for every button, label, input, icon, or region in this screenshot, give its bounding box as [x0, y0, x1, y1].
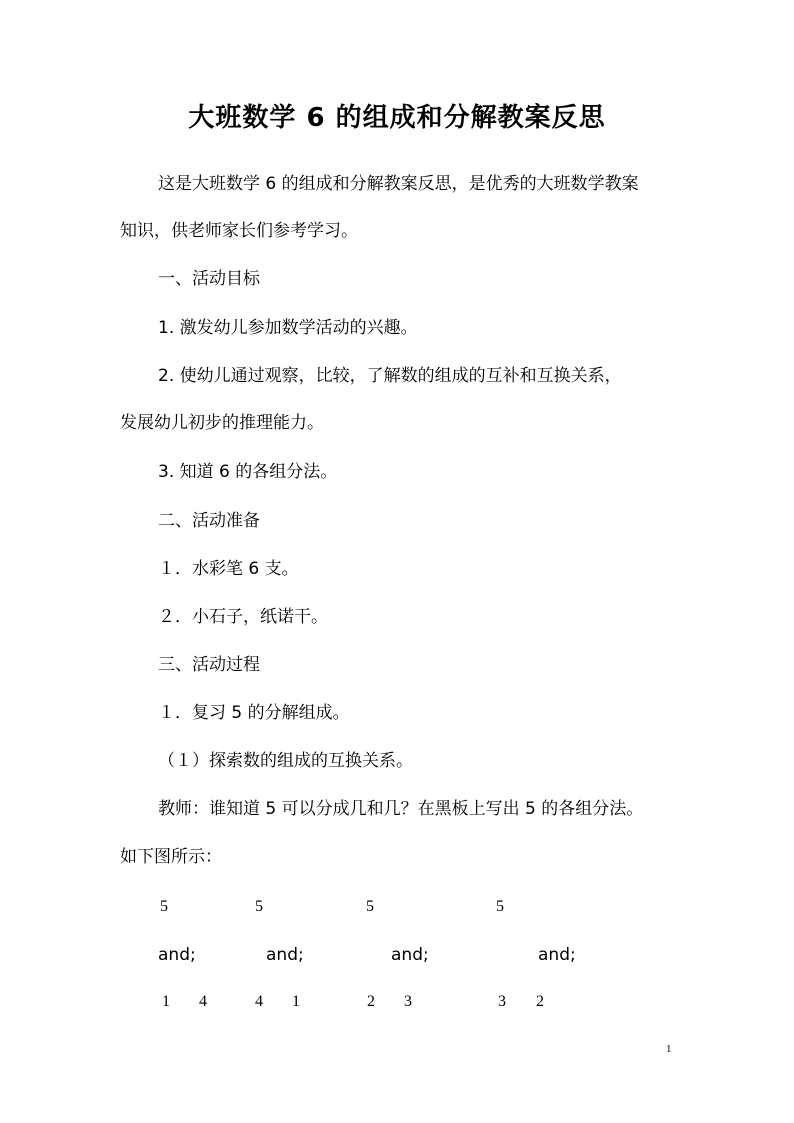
goal-item-2-line-1: 2. 使幼儿通过观察，比较，了解数的组成的互补和互换关系，	[158, 366, 622, 386]
page-number: 1	[666, 1043, 672, 1055]
decomposition-joiner: and;	[538, 945, 576, 965]
intro-line-1: 这是大班数学 6 的组成和分解教案反思，是优秀的大班数学教案	[158, 174, 639, 194]
decomposition-part-right: 4	[199, 993, 207, 1010]
preparation-item-1: １．水彩笔 6 支。	[158, 559, 299, 579]
decomposition-joiner: and;	[266, 945, 304, 965]
teacher-prompt-line-1: 教师：谁知道 5 可以分成几和几？在黑板上写出 5 的各组分法。	[158, 799, 644, 819]
process-item-1: １．复习 5 的分解组成。	[158, 703, 350, 723]
decomposition-total: 5	[366, 898, 374, 915]
decomposition-part-left: 2	[367, 993, 375, 1010]
decomposition-part-left: 1	[162, 993, 170, 1010]
intro-line-2: 知识，供老师家长们参考学习。	[120, 221, 358, 241]
preparation-item-2: ２．小石子，纸诺干。	[158, 607, 328, 627]
document-title: 大班数学 6 的组成和分解教案反思	[188, 103, 606, 133]
decomposition-total: 5	[496, 898, 504, 915]
decomposition-part-right: 2	[536, 993, 544, 1010]
decomposition-part-left: 3	[498, 993, 506, 1010]
teacher-prompt-line-2: 如下图所示：	[120, 847, 222, 867]
decomposition-total: 5	[160, 898, 168, 915]
decomposition-joiner: and;	[391, 945, 429, 965]
decomposition-part-left: 4	[255, 993, 263, 1010]
section-heading-preparation: 二、活动准备	[158, 511, 260, 531]
section-heading-process: 三、活动过程	[158, 655, 260, 675]
section-heading-goals: 一、活动目标	[158, 269, 260, 289]
process-subitem-1: （１）探索数的组成的互换关系。	[158, 751, 413, 771]
goal-item-2-line-2: 发展幼儿初步的推理能力。	[120, 413, 324, 433]
decomposition-part-right: 3	[404, 993, 412, 1010]
decomposition-total: 5	[255, 898, 263, 915]
decomposition-joiner: and;	[158, 945, 196, 965]
decomposition-part-right: 1	[292, 993, 300, 1010]
goal-item-1: 1. 激发幼儿参加数学活动的兴趣。	[158, 318, 418, 338]
goal-item-3: 3. 知道 6 的各组分法。	[158, 462, 338, 482]
